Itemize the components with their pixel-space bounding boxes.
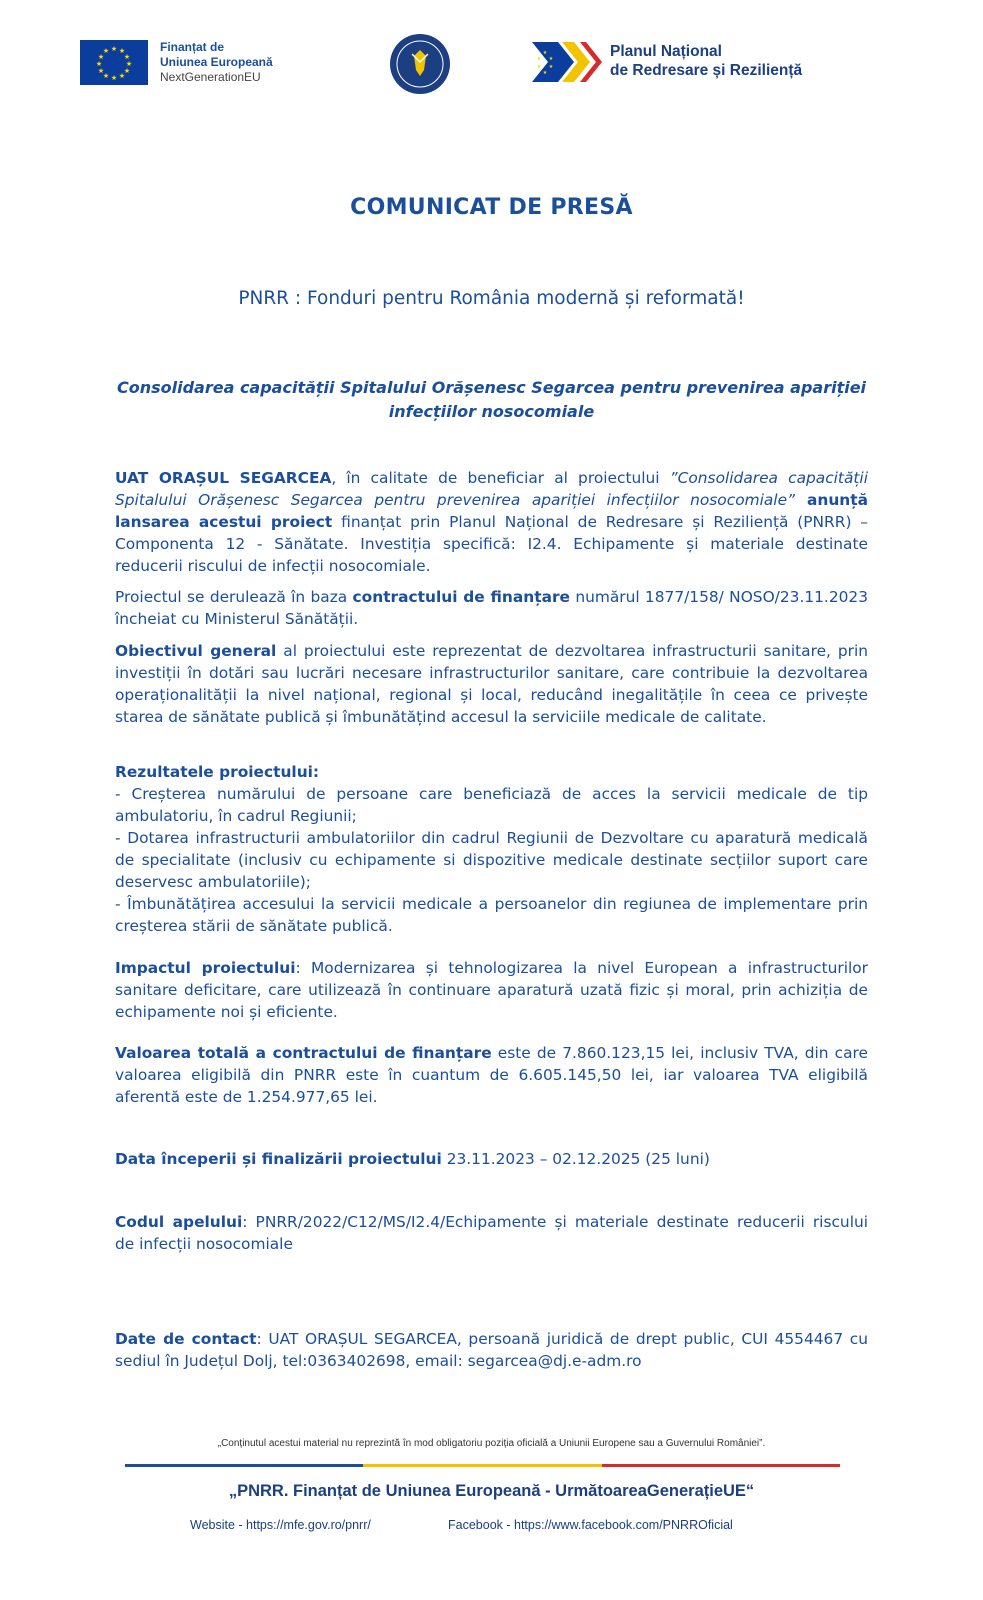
svg-text:★: ★ bbox=[97, 67, 105, 75]
eu-logo-line3: NextGenerationEU bbox=[160, 70, 261, 84]
eu-logo-text bbox=[160, 40, 273, 85]
contract-text-1: Proiectul se derulează în baza bbox=[115, 588, 353, 606]
contact-text: : UAT ORAȘUL SEGARCEA, persoană juridică de drept public, CUI 4554467 cu sediul în Județul Dolj, tel:0363402698, email: segarcea@dj.e-adm.ro bbox=[115, 1330, 868, 1370]
svg-text:★: ★ bbox=[110, 74, 118, 82]
svg-text:★: ★ bbox=[536, 64, 542, 70]
results-label: Rezultatele proiectului: bbox=[115, 763, 320, 781]
value-label: Valoarea totală a contractului de finanțare bbox=[115, 1044, 492, 1062]
contact-paragraph bbox=[115, 1328, 868, 1372]
footer-line-red bbox=[602, 1464, 840, 1467]
results-item: - Dotarea infrastructurii ambulatoriilor din cadrul Regiunii de Dezvoltare cu aparatură medicală de specialitate (inclusiv cu echipamente si dispozitive medicale destinate secțiilor suport care deservesc ambulatoriile); bbox=[115, 829, 868, 891]
objective-label: Obiectivul general bbox=[115, 642, 277, 660]
contact-label: Date de contact bbox=[115, 1330, 257, 1348]
impact-text: : Modernizarea și tehnologizarea la nivel European a infrastructurilor sanitare deficitare, care utilizează în continuare aparatură uzată fizic și moral, prin achiziția de echipamente noi și eficiente. bbox=[115, 959, 868, 1021]
contract-paragraph bbox=[115, 586, 868, 630]
svg-text:★: ★ bbox=[542, 70, 548, 76]
page-title: COMUNICAT DE PRESĂ bbox=[350, 195, 633, 220]
impact-paragraph bbox=[115, 957, 868, 1023]
svg-text:★: ★ bbox=[542, 50, 548, 56]
dates-text: 23.11.2023 – 02.12.2025 (25 luni) bbox=[441, 1150, 710, 1168]
announce-text: anunță lansarea acestui proiect bbox=[115, 491, 868, 531]
header-logos bbox=[0, 30, 983, 100]
svg-text:★: ★ bbox=[536, 56, 542, 62]
footer-line-yellow bbox=[363, 1464, 601, 1467]
pnrr-logo-line1: Planul Național bbox=[610, 43, 722, 60]
project-title: Consolidarea capacității Spitalului Orășenesc Segarcea pentru prevenirea apariției infecțiilor nosocomiale bbox=[116, 378, 867, 421]
value-paragraph bbox=[115, 1042, 868, 1108]
results-item: - Îmbunătățirea accesului la servicii medicale a persoanelor din regiunea de implementare prin creșterea stării de sănătate publică. bbox=[115, 895, 868, 935]
footer-slogan: „PNRR. Finanțat de Uniunea Europeană - UrmătoareaGenerațieUE“ bbox=[228, 1482, 755, 1500]
svg-text:★: ★ bbox=[548, 64, 554, 70]
svg-text:★: ★ bbox=[110, 45, 118, 53]
svg-text:★: ★ bbox=[102, 47, 110, 55]
beneficiary-name: UAT ORAȘUL SEGARCEA bbox=[115, 469, 332, 487]
eu-logo-line1: Finanțat de bbox=[160, 40, 225, 54]
call-code-text: : PNRR/2022/C12/MS/I2.4/Echipamente și materiale destinate reducerii riscului de infecții nosocomiale bbox=[115, 1213, 868, 1253]
subtitle: PNRR : Fonduri pentru România modernă și reformată! bbox=[238, 288, 745, 309]
results-section bbox=[115, 761, 868, 937]
contract-text-2: numărul 1877/158/ NOSO/23.11.2023 încheiat cu Ministerul Sănătății. bbox=[115, 588, 868, 628]
dates-paragraph bbox=[115, 1148, 868, 1170]
project-name-quoted: ”Consolidarea capacității Spitalului Orășenesc Segarcea pentru prevenirea apariției infecțiilor nosocomiale” bbox=[115, 469, 868, 509]
pnrr-logo-text bbox=[610, 42, 802, 80]
svg-text:★: ★ bbox=[123, 67, 131, 75]
svg-text:★: ★ bbox=[118, 72, 126, 80]
intro-text-2: finanțat prin Planul Național de Redresare și Reziliență (PNRR) – Componenta 12 - Sănătate. Investiția specifică: I2.4. Echipamente și materiale destinate reducerii riscului de infecții nosocomiale. bbox=[115, 513, 868, 575]
call-code-paragraph bbox=[115, 1211, 868, 1255]
intro-text-1: , în calitate de beneficiar al proiectului bbox=[331, 469, 670, 487]
facebook-link[interactable]: Facebook - https://www.facebook.com/PNRROficial bbox=[448, 1518, 733, 1532]
intro-paragraph bbox=[115, 467, 868, 577]
dates-label: Data începerii și finalizării proiectului bbox=[115, 1150, 442, 1168]
eu-flag-icon bbox=[80, 40, 148, 85]
footer-disclaimer: „Conținutul acestui material nu reprezintă în mod obligatoriu poziția oficială a Uniunii Europene sau a Guvernului României”. bbox=[217, 1438, 766, 1449]
svg-text:★: ★ bbox=[102, 72, 110, 80]
results-item: - Creșterea numărului de persoane care beneficiază de acces la servicii medicale de tip ambulatoriu, în cadrul Regiunii; bbox=[115, 785, 868, 825]
eu-logo-line2: Uniunea Europeană bbox=[160, 55, 273, 69]
government-seal-icon bbox=[388, 32, 452, 96]
value-text: este de 7.860.123,15 lei, inclusiv TVA, din care valoarea eligibilă din PNRR este în cuantum de 6.605.145,50 lei, iar valoarea TVA eligibilă aferentă este de 1.254.977,65 lei. bbox=[115, 1044, 869, 1106]
svg-text:★: ★ bbox=[118, 47, 126, 55]
pnrr-arrows-icon bbox=[532, 42, 602, 82]
call-code-label: Codul apelului bbox=[115, 1213, 243, 1231]
website-link[interactable]: Website - https://mfe.gov.ro/pnrr/ bbox=[190, 1518, 371, 1532]
svg-text:★: ★ bbox=[95, 60, 103, 68]
svg-text:★: ★ bbox=[548, 56, 554, 62]
svg-text:★: ★ bbox=[123, 53, 131, 61]
pnrr-logo-line2: de Redresare și Reziliență bbox=[610, 62, 803, 79]
svg-text:★: ★ bbox=[125, 60, 133, 68]
impact-label: Impactul proiectului bbox=[115, 959, 296, 977]
contract-label: contractului de finanțare bbox=[352, 588, 570, 606]
objective-text: al proiectului este reprezentat de dezvoltarea infrastructurii sanitare, prin investiții în dotări sau lucrări necesare infrastructurilor sanitare, care contribuie la dezvoltarea operaționalității la nivel național, regional și local, reducând inegalitățile în ceea ce privește starea de sănătate publică și îmbunătățind accesul la serviciile medicale de calitate. bbox=[115, 642, 868, 726]
objective-paragraph bbox=[115, 640, 868, 728]
footer-tricolor-line bbox=[125, 1464, 840, 1467]
footer-line-blue bbox=[125, 1464, 363, 1467]
svg-text:★: ★ bbox=[97, 53, 105, 61]
